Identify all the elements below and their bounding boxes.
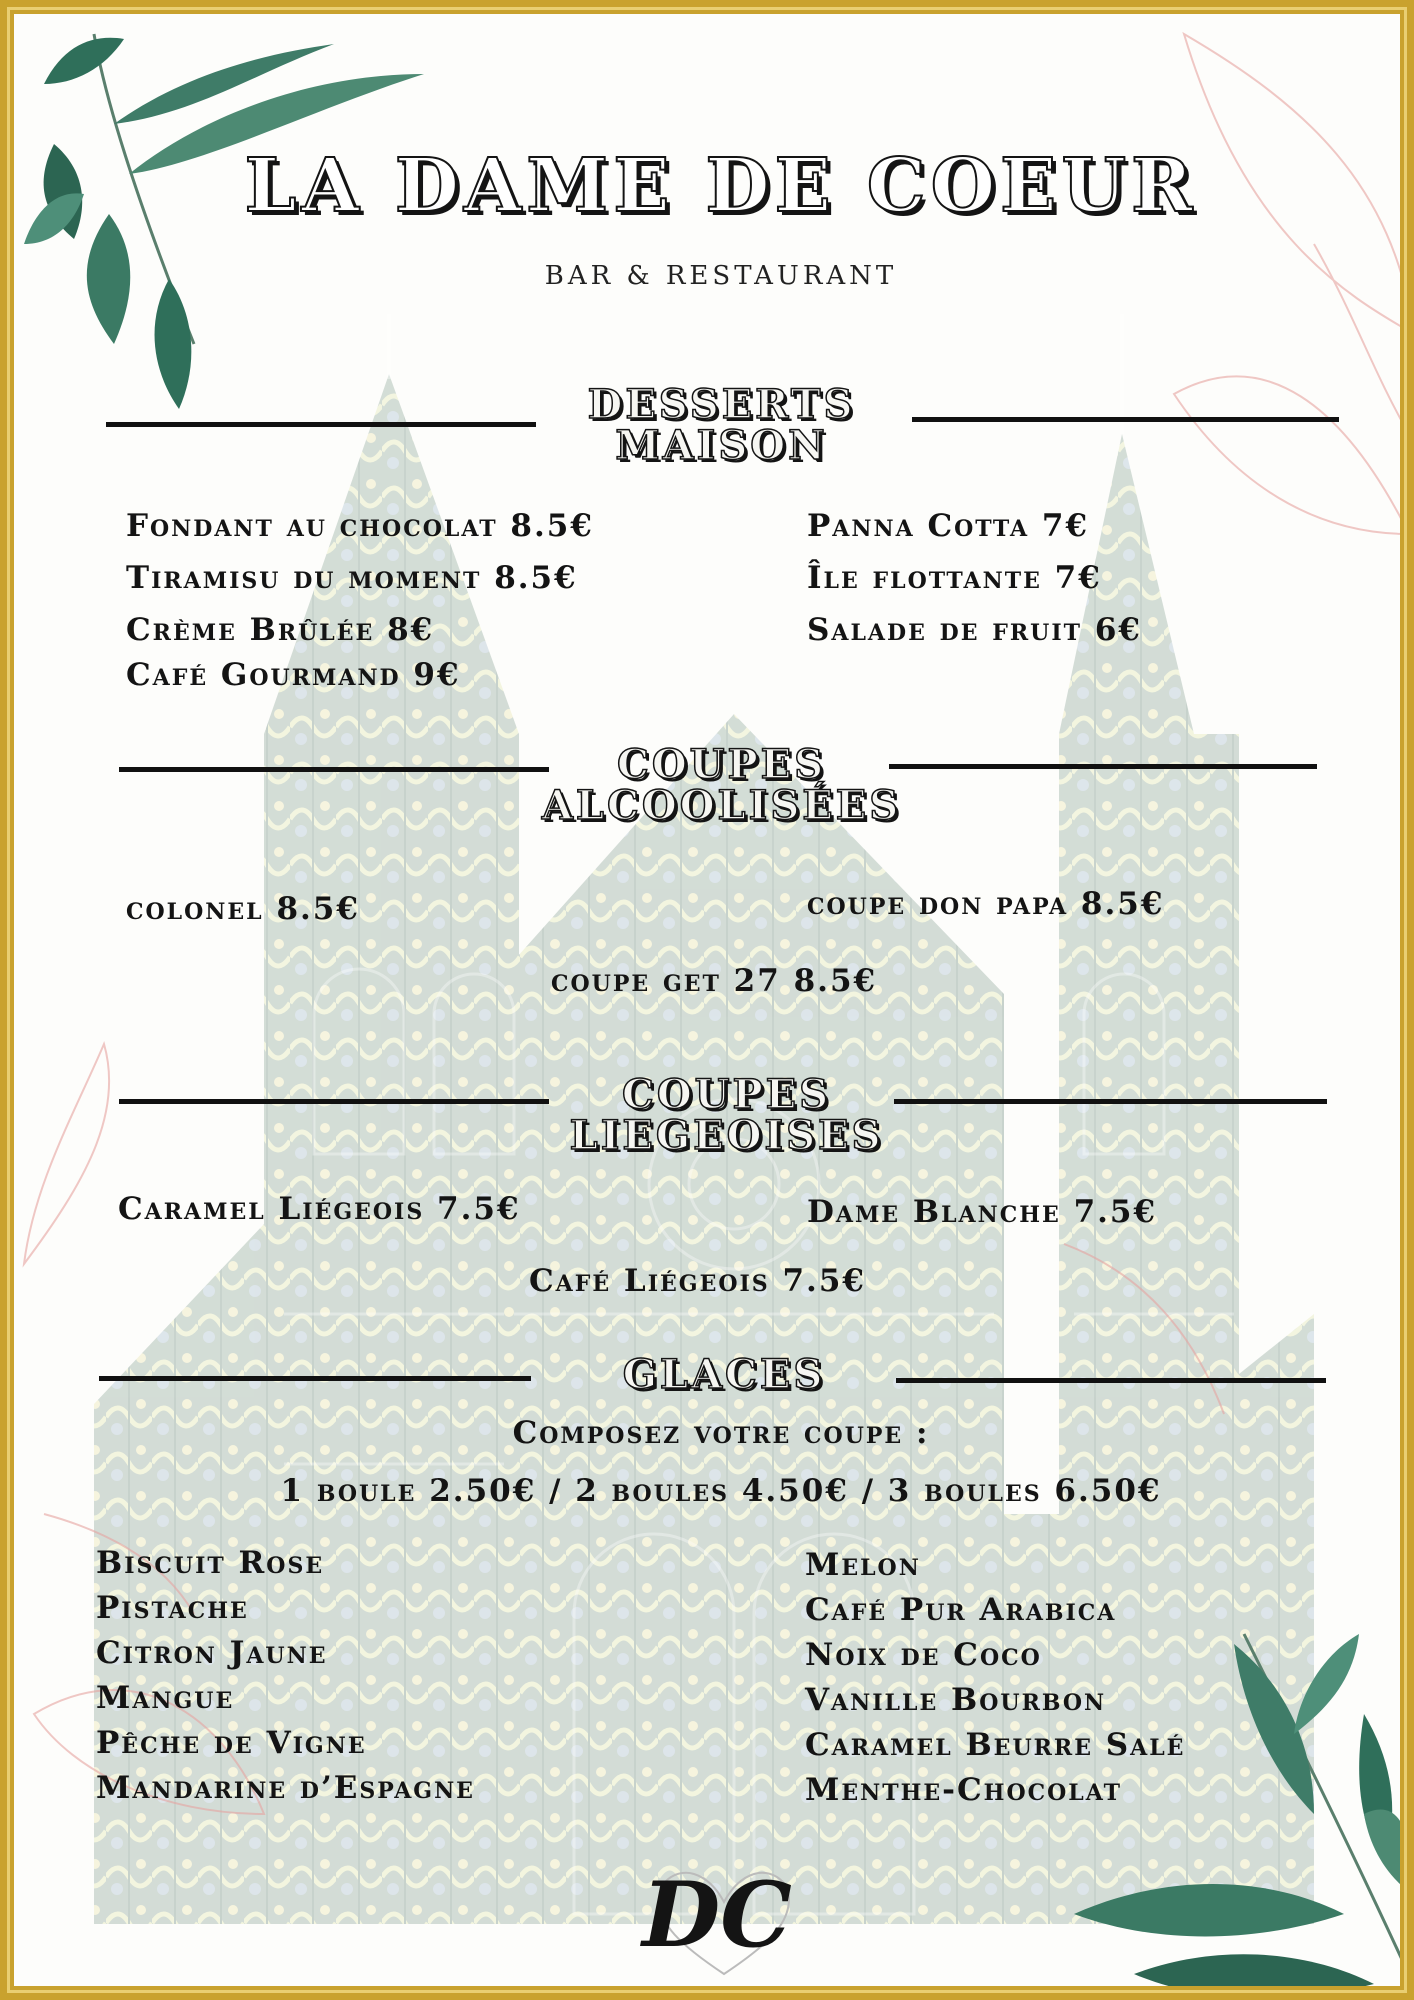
flavor-item: Caramel Beurre Salé bbox=[805, 1727, 1186, 1763]
dessert-item: Île flottante 7€ bbox=[807, 560, 1102, 596]
coupe-alcool-item: colonel 8.5€ bbox=[126, 891, 360, 927]
monogram-logo bbox=[639, 1834, 809, 1984]
flavor-item: Pêche de Vigne bbox=[96, 1725, 367, 1761]
section-rule-right bbox=[912, 417, 1339, 422]
monogram-text: DC bbox=[642, 1862, 792, 1968]
flavor-item: Café Pur Arabica bbox=[805, 1592, 1117, 1628]
section-rule-right bbox=[896, 1378, 1326, 1383]
coupe-liegeoise-item: Caramel Liégeois 7.5€ bbox=[118, 1191, 521, 1227]
flavor-item: Mandarine d’Espagne bbox=[96, 1770, 475, 1806]
flavor-item: Menthe-Chocolat bbox=[805, 1772, 1122, 1808]
coupe-liegeoise-item: Dame Blanche 7.5€ bbox=[807, 1194, 1158, 1230]
section-title-glaces: GLACES bbox=[622, 1351, 826, 1398]
dessert-item: Crème Brûlée 8€ bbox=[126, 612, 435, 648]
section-rule-left bbox=[119, 1099, 549, 1104]
desserts-list-left bbox=[126, 504, 594, 698]
section-rule-left bbox=[99, 1376, 531, 1381]
restaurant-subtitle: BAR & RESTAURANT bbox=[544, 261, 898, 291]
dessert-item: Tiramisu du moment 8.5€ bbox=[126, 560, 578, 596]
flavor-item: Melon bbox=[805, 1547, 921, 1583]
flavor-item: Mangue bbox=[96, 1680, 235, 1716]
coupe-alcool-item: coupe get 27 8.5€ bbox=[551, 963, 878, 999]
flavor-item: Vanille Bourbon bbox=[805, 1682, 1107, 1718]
section-title-coupes-alcoolisees: COUPES ALCOOLISÉES bbox=[541, 741, 902, 829]
glaces-prices: 1 boule 2.50€ / 2 boules 4.50€ / 3 boules 6.50€ bbox=[280, 1473, 1162, 1509]
coupe-liegeoise-item: Café Liégeois 7.5€ bbox=[529, 1263, 866, 1299]
section-rule-left bbox=[106, 422, 536, 427]
flavor-item: Pistache bbox=[96, 1590, 249, 1626]
dessert-item: Panna Cotta 7€ bbox=[807, 508, 1090, 544]
dessert-item: Fondant au chocolat 8.5€ bbox=[126, 508, 594, 544]
flavor-item: Citron Jaune bbox=[96, 1635, 328, 1671]
section-title-desserts: DESSERTS MAISON bbox=[587, 381, 856, 469]
flavor-item: Biscuit Rose bbox=[96, 1545, 325, 1581]
section-rule-right bbox=[894, 1099, 1327, 1104]
restaurant-name: LA DAME DE COEUR bbox=[244, 143, 1198, 229]
dessert-item: Café Gourmand 9€ bbox=[126, 657, 461, 693]
glaces-intro: Composez votre coupe : bbox=[512, 1415, 930, 1451]
desserts-list-right bbox=[807, 504, 1142, 653]
coupe-alcool-item: coupe don papa 8.5€ bbox=[807, 886, 1165, 922]
glaces-flavors-right bbox=[805, 1543, 1185, 1813]
section-title-coupes-liegeoises: COUPES LIEGEOISES bbox=[569, 1071, 884, 1159]
flavor-item: Noix de Coco bbox=[805, 1637, 1042, 1673]
dessert-item: Salade de fruit 6€ bbox=[807, 612, 1142, 648]
glaces-flavors-left bbox=[96, 1541, 475, 1811]
